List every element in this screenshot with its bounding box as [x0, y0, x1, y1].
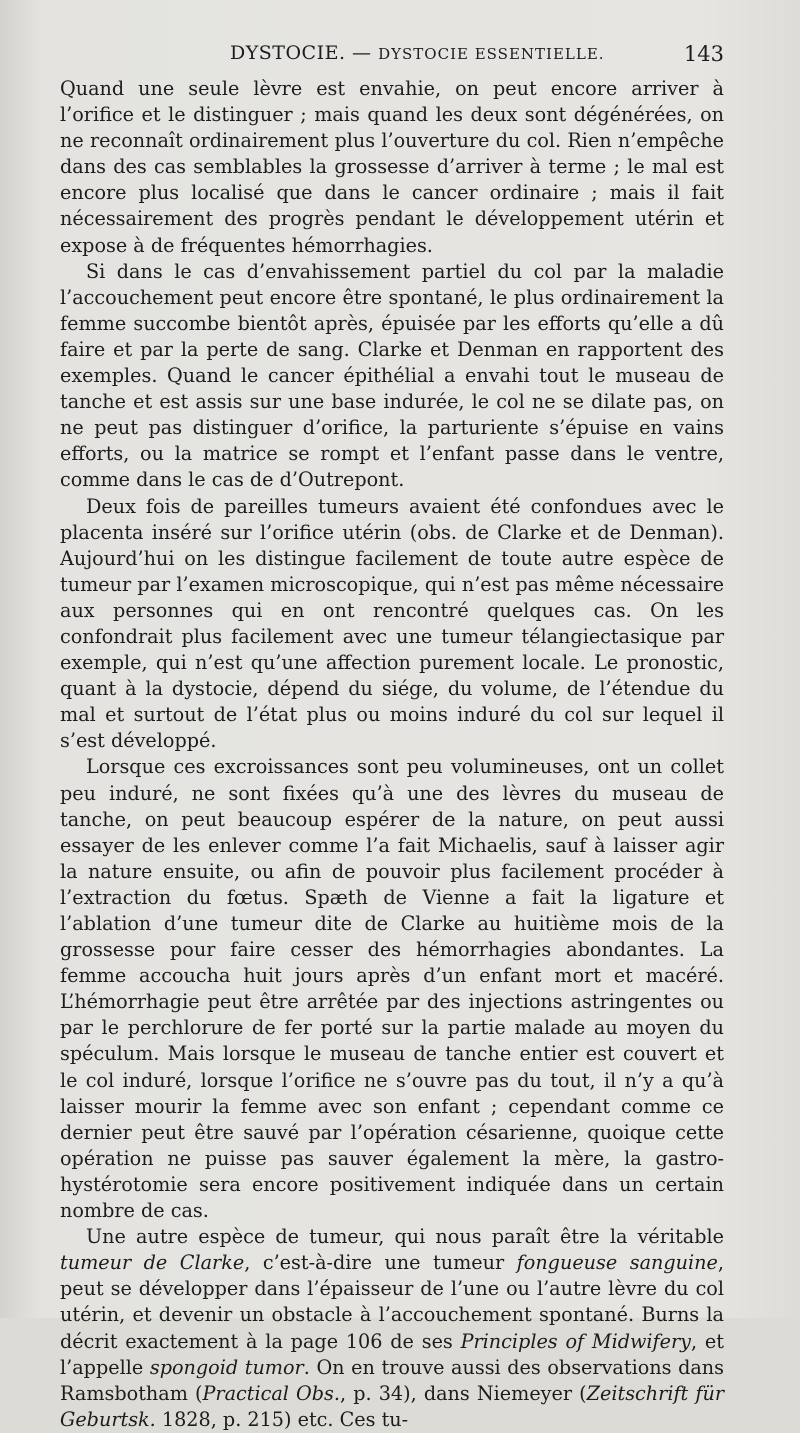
- paragraph-text: , c’est-à-dire une tumeur: [244, 1251, 517, 1275]
- paragraph-text: Deux fois de pareilles tumeurs avaient été confondues avec le placenta inséré sur l’orifice utérin (obs. de Clarke et de Denman). Aujourd’hui on les distingue facilement de toute autre espèce de tumeur par l’examen microscopique, qui n’est pas même nécessaire aux personnes qui en ont rencontré quelques cas. On les confondrait plus facilement avec une tumeur télangiectasique par exemple, qui n’est qu’une affection purement locale. Le pronostic, quant à la dystocie, dépend du siége, du volume, de l’étendue du mal et surtout de l’état plus ou moins induré du col sur lequel il s’est développé.: [60, 494, 724, 753]
- show-through-footer: [70, 1238, 710, 1252]
- paragraph-text: , p. 34), dans Niemeyer (: [340, 1381, 587, 1405]
- paragraph-text: 1828, p. 215) etc. Ces tu-: [155, 1407, 409, 1431]
- italic-text: fongueuse sanguine: [516, 1251, 718, 1275]
- paragraph-text: Une autre espèce de tumeur, qui nous paraît être la véritable: [86, 1225, 724, 1249]
- italic-text: Principles of Midwifery: [460, 1329, 692, 1353]
- paragraph: [60, 1224, 724, 1433]
- running-head: [230, 42, 605, 64]
- italic-text: tumeur de Clarke: [60, 1251, 245, 1275]
- paragraph-text: . On en trouve aussi des observations dans Ramsbotham (: [60, 1355, 724, 1405]
- paragraph: [60, 259, 724, 494]
- running-title-sub: DYSTOCIE ESSENTIELLE.: [378, 45, 605, 63]
- paragraph-text: , et l’appelle: [60, 1329, 725, 1379]
- page-number: 143: [683, 42, 724, 66]
- italic-text: spongoid tumor: [149, 1355, 304, 1379]
- italic-text: Practical Obs.: [202, 1381, 341, 1405]
- paragraph-text: Lorsque ces excroissances sont peu volumineuses, ont un collet peu induré, ne sont fixées qu’à une des lèvres du museau de tanche, on peut beaucoup espérer de la nature, on peut aussi essayer de les enlever comme l’a fait Michaelis, sauf à laisser agir la nature ensuite, ou afin de pouvoir plus facilement procéder à l’extraction du fœtus. Spæth de Vienne a fait la ligature et l’ablation d’une tumeur dite de Clarke au huitième mois de la grossesse pour faire cesser des hémorrhagies abondantes. La femme accoucha huit jours après d’un enfant mort et macéré. L’hémorrhagie peut être arrêtée par des injections astringentes ou par le perchlorure de fer porté sur la partie malade au moyen du spéculum. Mais lorsque le museau de tanche entier est couvert et le col induré, lorsque l’orifice ne s’ouvre pas du tout, il n’y a qu’à laisser mourir la femme avec son enfant ; cependant comme ce dernier peut être sauvé par l’opération césarienne, quoique cette opération ne puisse pas sauver également la mère, la gastro-hystérotomie sera encore positivement indiquée dans un certain nombre de cas.: [60, 755, 724, 1223]
- paragraph-text: Quand une seule lèvre est envahie, on peut encore arriver à l’orifice et le distinguer ; mais quand les deux sont dégénérées, on ne reconnaît ordinairement plus l’ouverture du col. Rien n’empêche dans des cas semblables la grossesse d’arriver à terme ; le mal est encore plus localisé que dans le cancer ordinaire ; mais il fait nécessairement des progrès pendant le développement utérin et expose à de fréquentes hémorrhagies.: [60, 77, 724, 257]
- page-header: [60, 40, 724, 74]
- running-title-main: DYSTOCIE. —: [230, 42, 372, 64]
- paragraph-text: , peut se développer dans l’épaisseur de l’une ou l’autre lèvre du col utérin, et devenir un obstacle à l’accouchement spontané. Burns la décrit exactement à la page 106 de ses: [60, 1251, 724, 1353]
- paragraph: [60, 76, 724, 259]
- paragraph: [60, 754, 724, 1224]
- body-text: [60, 76, 724, 1433]
- italic-text: Zeitschrift für Geburtsk.: [60, 1381, 725, 1431]
- paragraph: [60, 494, 724, 755]
- paragraph-text: Si dans le cas d’envahissement partiel du col par la maladie l’accouchement peut encore être spontané, le plus ordinairement la femme succombe bientôt après, épuisée par les efforts qu’elle a dû faire et par la perte de sang. Clarke et Denman en rapportent des exemples. Quand le cancer épithélial a envahi tout le museau de tanche et est assis sur une base indurée, le col ne se dilate pas, on ne peut pas distinguer d’orifice, la parturiente s’épuise en vains efforts, ou la matrice se rompt et l’enfant passe dans le ventre, comme dans le cas de d’Outrepont.: [60, 259, 724, 492]
